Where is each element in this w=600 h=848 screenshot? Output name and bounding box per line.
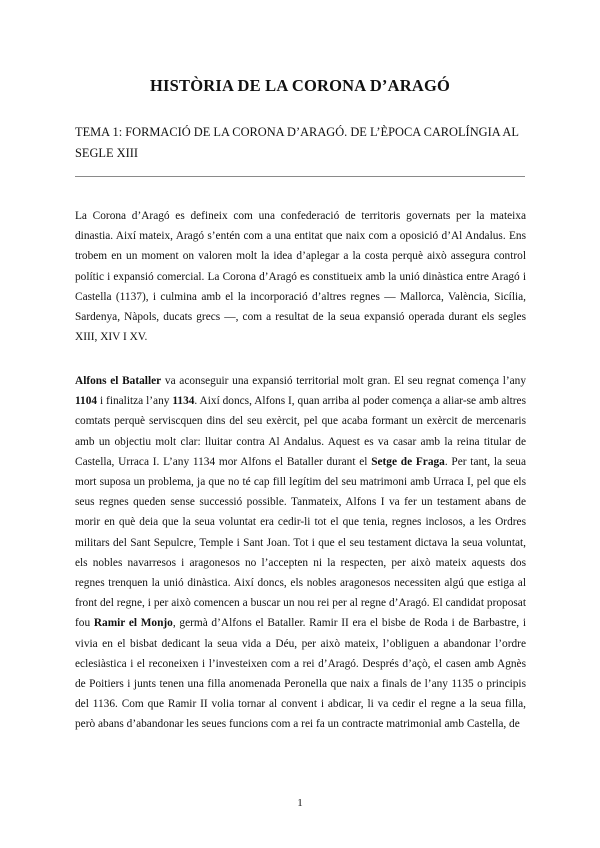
document-title: HISTÒRIA DE LA CORONA D’ARAGÓ [149, 76, 451, 95]
paragraph-alfons [75, 371, 526, 735]
bold-ramir-el-monjo: Ramir el Monjo [93, 617, 173, 630]
text-segment: . Per tant, la seua mort suposa un problema, ja que no té cap fill legítim del seu matrimoni amb Urraca I, pel que els seus regnes queden sense successió possible. Tanmateix, Alfons I va fer un testament abans de morir en què deia que la seua voluntat era cedir-li tot el que tenia, regnes inclosos, a les Ordres militars del Sant Sepulcre, Temple i Sant Joan. Tot i que el seu testament dictava la seua voluntat, els nobles navarresos i aragonesos no l’accepten ni la respecten, per això mateix aquests dos regnes trenquen la unió dinàstica. Així doncs, els nobles aragonesos necessiten algú que estiga al front del regne, i per això comencen a buscar un nou rei per al regne d’Aragó. El candidat proposat fou [75, 455, 526, 630]
text-segment: . Així doncs, Alfons I, quan arriba al poder comença a aliar-se amb altres comtats perquè serviscquen dins del seu exèrcit, pel que acaba formant un exèrcit de mercenaris amb un objectiu molt clar: lluitar contra Al Andalus. Aquest es va casar amb la reina titular de Castella, Urraca I. L’any 1134 mor Alfons el Bataller durant el [75, 395, 526, 468]
bold-setge-de-fraga: Setge de Fraga [371, 455, 445, 468]
document-subtitle: TEMA 1: FORMACIÓ DE LA CORONA D’ARAGÓ. DE L’ÈPOCA CAROLÍNGIA AL SEGLE XIII [75, 125, 519, 160]
text-segment: va aconseguir una expansió territorial molt gran. El seu regnat comença l’any [161, 375, 527, 387]
bold-year-1134: 1134 [172, 395, 195, 408]
paragraph-intro: La Corona d’Aragó es defineix com una confederació de territoris governats per la mateixa dinastia. Així mateix, Aragó s’entén com a una entitat que naix com a oposició d’Al Andalus. Ens trobem en un moment on valoren molt la idea d’aplegar a la costa perquè això assegura control polític i expansió comercial. La Corona d’Aragó es constitueix amb la unió dinàstica entre Aragó i Castella (1137), i culmina amb el la incorporació d’altres regnes — Mallorca, València, Sicília, Sardenya, Nàpols, ducats grecs —, com a resultat de la seua expansió operada durant els segles XIII, XIV I XV. [75, 210, 526, 344]
text-segment: i finalitza l’any [97, 395, 173, 408]
divider [75, 176, 525, 177]
text-segment: , germà d’Alfons el Bataller. Ramir II era el bisbe de Roda i de Barbastre, i vivia en el bisbat dedicant la seua vida a Déu, per això mateix, l’obliguen a abandonar l’ordre eclesiàstica i el reconeixen i l’investeixen com a rei d’Aragó. Després d’açò, el casen amb Agnès de Poitiers i junts tenen una filla anomenada Peronella que naix a finals de l’any 1135 o principis del 1136. Com que Ramir II volia tornar al convent i abdicar, li va cedir el regne a la seua filla, però abans d’abandonar les seues funcions com a rei fa un contracte matrimonial amb Castella, de [75, 617, 526, 731]
bold-alfons-el-bataller: Alfons el Bataller [75, 375, 162, 387]
bold-year-1104: 1104 [75, 395, 98, 408]
page-number: 1 [297, 797, 303, 809]
